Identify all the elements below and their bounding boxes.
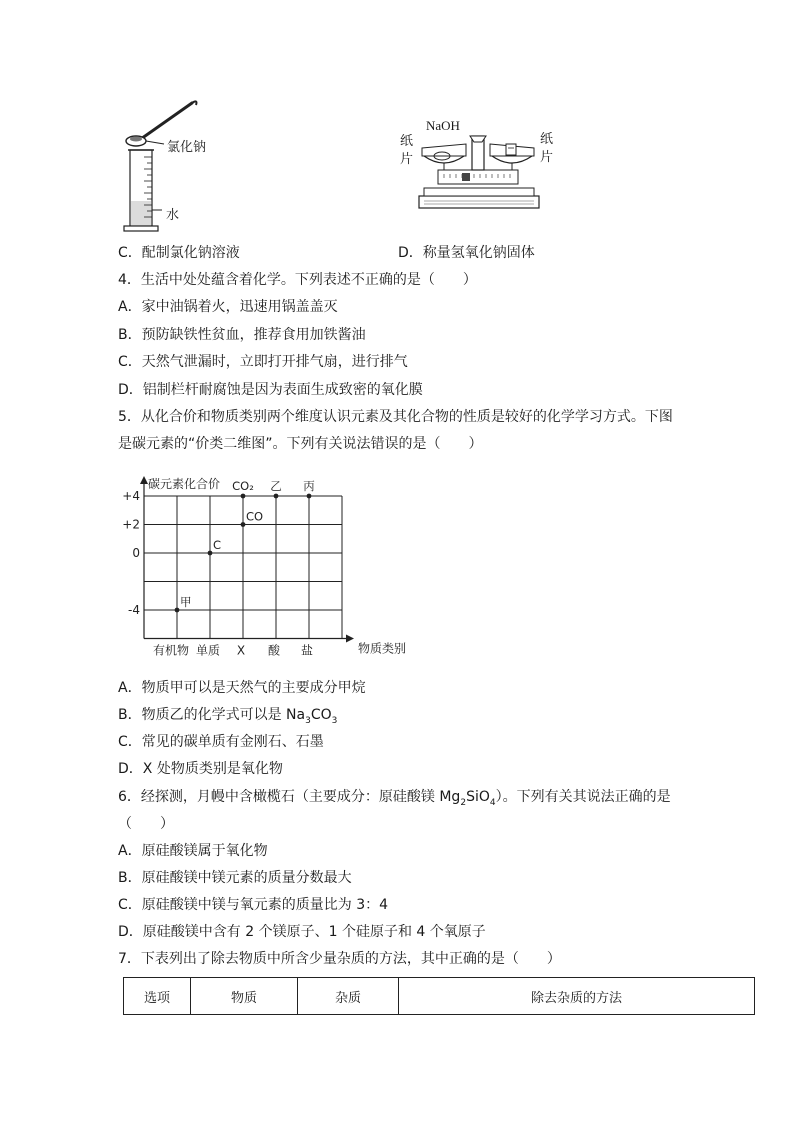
q6-option-b: B．原硅酸镁中镁元素的质量分数最大: [118, 870, 352, 886]
data-point: [241, 494, 246, 499]
y-tick-label: 0: [132, 546, 140, 560]
q4-stem: 4．生活中处处蕴含着化学。下列表述不正确的是（ ）: [118, 272, 477, 288]
header-substance: 物质: [191, 978, 298, 1015]
q4-option-d: D．铝制栏杆耐腐蚀是因为表面生成致密的氧化膜: [118, 382, 423, 398]
x-tick-label: X: [236, 643, 246, 658]
q6-option-d: D．原硅酸镁中含有 2 个镁原子、1 个硅原子和 4 个氧原子: [118, 924, 486, 940]
valence-class-chart: [118, 474, 407, 664]
data-point: [274, 494, 279, 499]
y-tick-label: +2: [122, 517, 140, 532]
q5-option-b: [118, 706, 337, 730]
x-axis-arrow-icon: [346, 635, 354, 643]
q7-stem: 7．下表列出了除去物质中所含少量杂质的方法，其中正确的是（ ）: [118, 951, 561, 967]
option-d-caption: D．称量氢氧化钠固体: [398, 245, 535, 261]
q6-stem-text-end: ）。下列有关其说法正确的是: [495, 789, 671, 805]
figure-c: [120, 95, 240, 235]
subscript: 3: [305, 715, 311, 726]
table-header-row: [124, 978, 755, 1015]
q4-option-a: A．家中油锅着火，迅速用锅盖盖灭: [118, 299, 338, 315]
data-point-label: 乙: [270, 479, 282, 493]
q6-option-a: A．原硅酸镁属于氧化物: [118, 843, 268, 859]
q5-option-a: A．物质甲可以是天然气的主要成分甲烷: [118, 680, 366, 696]
y-axis-title: 碳元素化合价: [148, 477, 221, 491]
formula-part: SiO: [466, 789, 490, 805]
data-point-label: 丙: [303, 479, 315, 493]
subscript: 4: [489, 797, 496, 808]
data-point: [307, 494, 312, 499]
subscript: 2: [460, 797, 467, 808]
label-paper-left-1: 纸: [400, 134, 414, 149]
data-point-label: CO: [246, 509, 264, 524]
label-paper-right-2: 片: [540, 150, 554, 165]
q5-stem-line2: 是碳元素的“价类二维图”。下列有关说法错误的是（ ）: [118, 436, 483, 452]
label-water: 水: [166, 208, 180, 223]
q6-stem-text: 6．经探测，月幔中含橄榄石（主要成分：原硅酸镁 Mg: [118, 789, 461, 805]
x-tick-label: 单质: [195, 643, 221, 658]
data-point: [208, 551, 213, 556]
data-point-label: CO₂: [232, 479, 254, 493]
x-tick-label: 酸: [267, 643, 281, 658]
header-impurity: 杂质: [298, 978, 399, 1015]
q6-stem-line1: [118, 788, 671, 812]
q5-option-b-text: B．物质乙的化学式可以是 Na: [118, 707, 306, 723]
y-tick-label: +4: [122, 489, 140, 503]
q5-stem-line1: 5．从化合价和物质类别两个维度认识元素及其化合物的性质是较好的化学学习方式。下图: [118, 409, 673, 425]
formula-part: CO: [310, 707, 332, 723]
q5-option-d: D．X 处物质类别是氧化物: [118, 761, 283, 777]
q7-table: [123, 977, 755, 1015]
q4-option-b: B．预防缺铁性贫血，推荐食用加铁酱油: [118, 327, 366, 343]
y-tick-label: -4: [128, 603, 140, 617]
chart-svg: [118, 474, 407, 664]
q6-stem-line2: （ ）: [118, 816, 174, 832]
data-point-label: 甲: [180, 595, 192, 609]
label-naoh: NaOH: [426, 118, 460, 133]
option-c-caption: C．配制氯化钠溶液: [118, 245, 240, 261]
header-method: 除去杂质的方法: [399, 978, 755, 1015]
y-axis-arrow-icon: [140, 476, 148, 484]
subscript: 3: [331, 715, 338, 726]
data-point: [175, 608, 180, 613]
salt-dissolving-apparatus-icon: [120, 95, 240, 235]
header-option: 选项: [124, 978, 191, 1015]
x-tick-label: 有机物: [152, 643, 190, 658]
x-tick-label: 盐: [300, 643, 314, 658]
q4-option-c: C．天然气泄漏时，立即打开排气扇，进行排气: [118, 354, 408, 370]
label-paper-right-1: 纸: [540, 132, 554, 147]
q5-option-c: C．常见的碳单质有金刚石、石墨: [118, 734, 324, 750]
label-paper-left-2: 片: [400, 152, 414, 167]
label-sodium-chloride: 氯化钠: [167, 140, 207, 155]
q6-option-c: C．原硅酸镁中镁与氧元素的质量比为 3：4: [118, 897, 389, 913]
x-axis-title: 物质类别: [358, 641, 407, 656]
data-point-label: C: [213, 538, 222, 552]
data-point: [241, 522, 246, 527]
